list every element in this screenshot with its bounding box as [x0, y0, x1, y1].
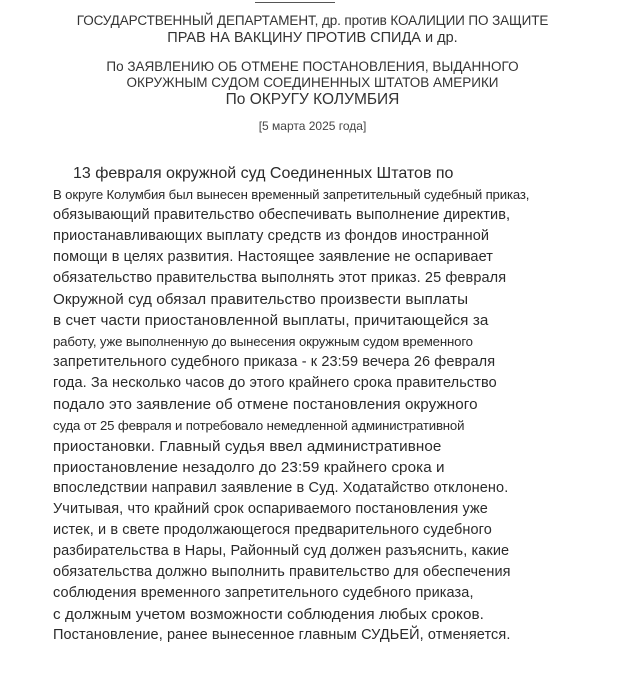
- application-title-line-2: ОКРУЖНЫМ СУДОМ СОЕДИНЕННЫХ ШТАТОВ АМЕРИКИ: [126, 75, 499, 90]
- district-title: По ОКРУГУ КОЛУМБИЯ: [225, 91, 400, 108]
- text-line: Учитывая, что крайний срок оспариваемого постановления уже: [53, 501, 488, 517]
- text-line: суда от 25 февраля и потребовало немедленной административной: [53, 418, 465, 433]
- text-line: разбирательства в Нары, Районный суд должен разъяснить, какие: [53, 543, 510, 559]
- text-line: Окружной суд обязал правительство произвести выплаты: [53, 291, 469, 308]
- text-line: запретительного судебного приказа - к 23:59 вечера 26 февраля: [53, 354, 496, 370]
- text-line: в счет части приостановленной выплаты, причитающейся за: [53, 312, 489, 329]
- top-divider: [255, 2, 335, 3]
- text-line: Постановление, ранее вынесенное главным СУДЬЕЙ, отменяется.: [53, 627, 511, 643]
- text-line: с должным учетом возможности соблюдения любых сроков.: [53, 606, 485, 623]
- text-line: В округе Колумбия был вынесен временный запретительный судебный приказ,: [53, 187, 530, 202]
- text-line: приостановки. Главный судья ввел административное: [53, 438, 442, 455]
- case-caption-line-1: ГОСУДАРСТВЕННЫЙ ДЕПАРТАМЕНТ, др. против КОАЛИЦИИ ПО ЗАЩИТЕ: [76, 13, 549, 28]
- case-caption-line-2: ПРАВ НА ВАКЦИНУ ПРОТИВ СПИДА и др.: [167, 30, 458, 46]
- document-header: [0, 12, 625, 134]
- text-line: помощи в целях развития. Настоящее заявление не оспаривает: [53, 249, 494, 265]
- text-line: приостанавливающих выплату средств из фондов иностранной: [53, 228, 490, 244]
- decision-date: [5 марта 2025 года]: [258, 119, 367, 133]
- text-line: обязывающий правительство обеспечивать выполнение директив,: [53, 207, 511, 223]
- text-line: года. За несколько часов до этого крайнего срока правительство: [53, 375, 497, 391]
- text-line: приостановление незадолго до 23:59 крайнего срока и: [53, 459, 445, 476]
- text-line: соблюдения временного запретительного судебного приказа,: [53, 585, 474, 601]
- text-line: впоследствии направил заявление в Суд. Ходатайство отклонено.: [53, 480, 509, 496]
- text-line: обязательство правительства выполнять этот приказ. 25 февраля: [53, 270, 507, 286]
- text-line: подало это заявление об отмене постановления окружного: [53, 396, 478, 413]
- text-line: 13 февраля окружной суд Соединенных Штатов по: [73, 165, 454, 182]
- application-title-line-1: По ЗАЯВЛЕНИЮ ОБ ОТМЕНЕ ПОСТАНОВЛЕНИЯ, ВЫДАННОГО: [106, 59, 519, 74]
- text-line: обязательства должно выполнить правительство для обеспечения: [53, 564, 511, 580]
- application-title: [0, 59, 625, 91]
- text-line: работу, уже выполненную до вынесения окружным судом временного: [53, 334, 473, 349]
- text-line: истек, и в свете продолжающегося предварительного судебного: [53, 522, 492, 538]
- order-text: [53, 163, 553, 646]
